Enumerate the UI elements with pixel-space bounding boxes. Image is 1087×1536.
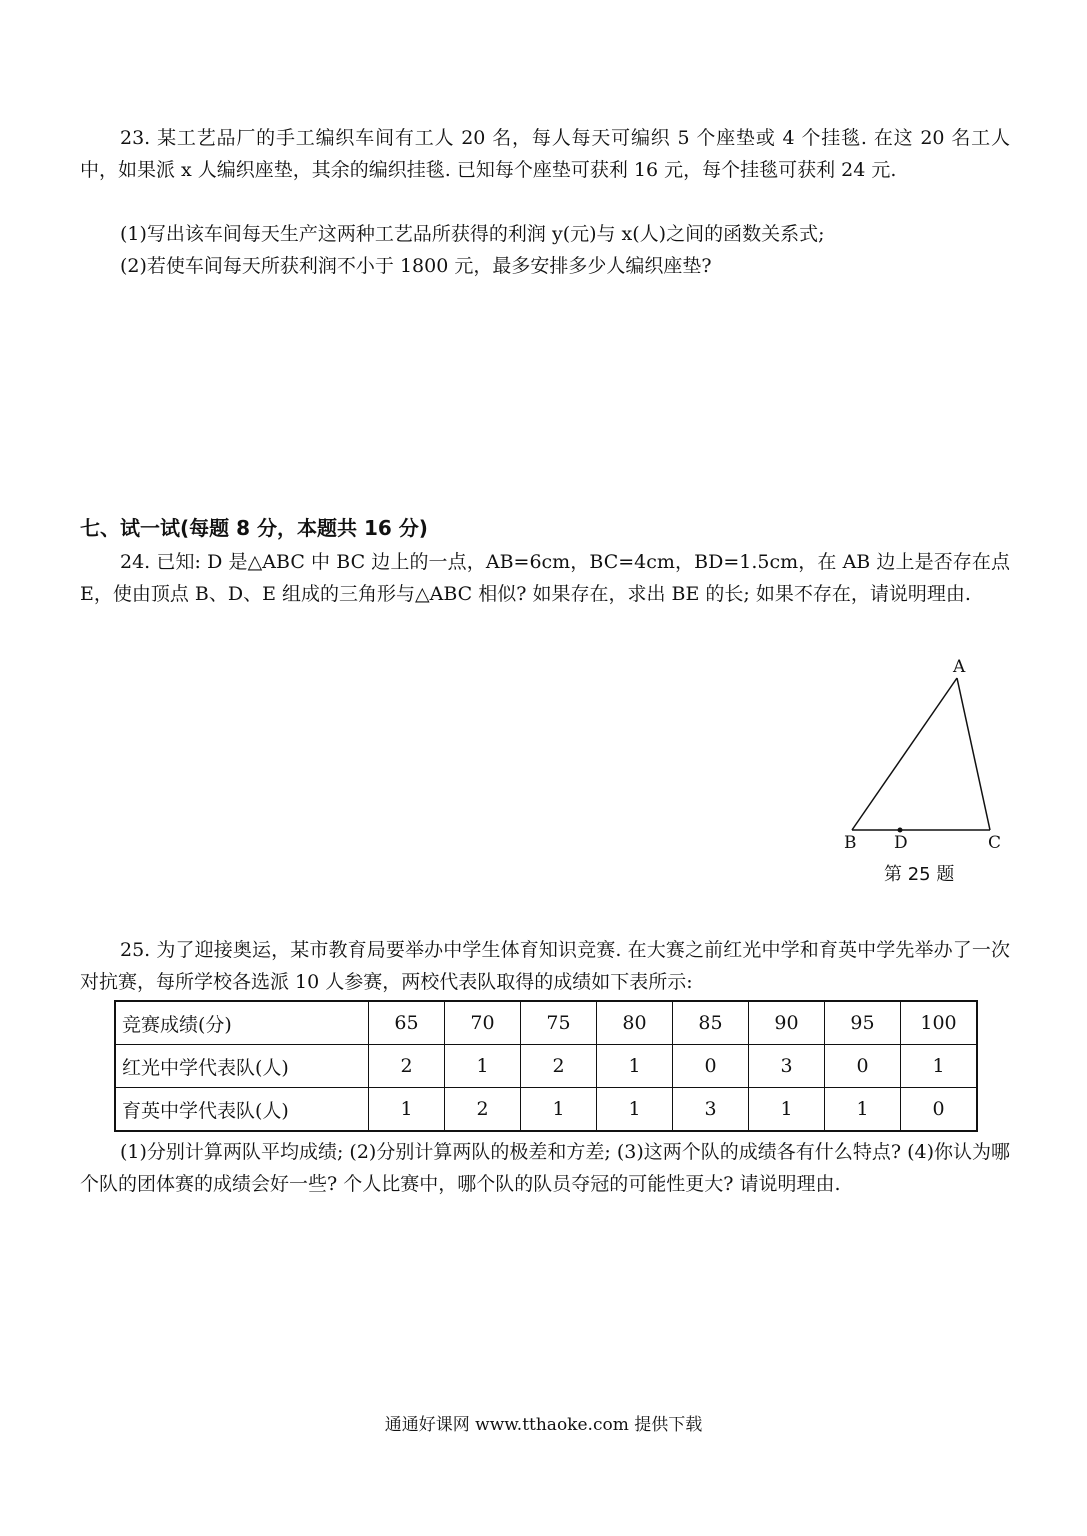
table-cell: 2 [521, 1045, 597, 1088]
row-label-hongguang: 红光中学代表队(人) [115, 1045, 369, 1088]
table-cell: 1 [369, 1088, 445, 1132]
point-d [898, 828, 903, 833]
score-table [114, 1000, 978, 1132]
score-cell: 90 [749, 1001, 825, 1045]
table-row [115, 1045, 977, 1088]
score-cell: 70 [445, 1001, 521, 1045]
score-cell: 65 [369, 1001, 445, 1045]
triangle-figure [830, 650, 1030, 890]
score-cell: 100 [901, 1001, 978, 1045]
score-cell: 80 [597, 1001, 673, 1045]
problem-24-text: 24. 已知: D 是△ABC 中 BC 边上的一点，AB=6cm，BC=4cm，BD=1.5cm，在 AB 边上是否存在点 E，使由顶点 B、D、E 组成的三角形与△ABC 相似? 如果存在，求出 BE 的长; 如果不存在，请说明理由. [80, 551, 1010, 605]
table-cell: 0 [673, 1045, 749, 1088]
table-cell: 3 [673, 1088, 749, 1132]
table-cell: 1 [445, 1045, 521, 1088]
table-cell: 2 [369, 1045, 445, 1088]
table-row [115, 1088, 977, 1132]
table-cell: 1 [597, 1088, 673, 1132]
label-c: C [988, 833, 1002, 853]
table-cell: 1 [521, 1088, 597, 1132]
problem-23-part-1: (1)写出该车间每天生产这两种工艺品所获得的利润 y(元)与 x(人)之间的函数关系式; [120, 223, 825, 245]
table-cell: 1 [901, 1045, 978, 1088]
table-cell: 0 [825, 1045, 901, 1088]
score-cell: 75 [521, 1001, 597, 1045]
side-ac [957, 678, 990, 830]
table-cell: 3 [749, 1045, 825, 1088]
table-cell: 1 [825, 1088, 901, 1132]
label-d: D [894, 833, 908, 853]
table-cell: 2 [445, 1088, 521, 1132]
side-ab [852, 678, 957, 830]
problem-25-questions: (1)分别计算两队平均成绩; (2)分别计算两队的极差和方差; (3)这两个队的成绩各有什么特点? (4)你认为哪个队的团体赛的成绩会好一些? 个人比赛中，哪个队的队员夺冠的可能性更大? 请说明理由. [80, 1141, 1010, 1195]
footer-credit: 通通好课网 www.tthaoke.com 提供下载 [384, 1415, 703, 1435]
figure-caption: 第 25 题 [884, 864, 955, 885]
score-cell: 85 [673, 1001, 749, 1045]
row-label-yuying: 育英中学代表队(人) [115, 1088, 369, 1132]
table-cell: 1 [597, 1045, 673, 1088]
problem-23-part-2: (2)若使车间每天所获利润不小于 1800 元，最多安排多少人编织座垫? [120, 255, 712, 277]
section-heading: 七、试一试(每题 8 分，本题共 16 分) [80, 516, 428, 540]
table-header-label: 竞赛成绩(分) [115, 1001, 369, 1045]
problem-23-intro: 23. 某工艺品厂的手工编织车间有工人 20 名，每人每天可编织 5 个座垫或 4 个挂毯. 在这 20 名工人中，如果派 x 人编织座垫，其余的编织挂毯. 已知每个座垫可获利 16 元，每个挂毯可获利 24 元. [80, 127, 1010, 181]
label-a: A [953, 657, 966, 677]
table-cell: 0 [901, 1088, 978, 1132]
problem-25-intro: 25. 为了迎接奥运，某市教育局要举办中学生体育知识竞赛. 在大赛之前红光中学和育英中学先举办了一次对抗赛，每所学校各选派 10 人参赛，两校代表队取得的成绩如下表所示: [80, 939, 1010, 993]
label-b: B [844, 833, 857, 853]
table-row [115, 1001, 977, 1045]
table-cell: 1 [749, 1088, 825, 1132]
score-cell: 95 [825, 1001, 901, 1045]
